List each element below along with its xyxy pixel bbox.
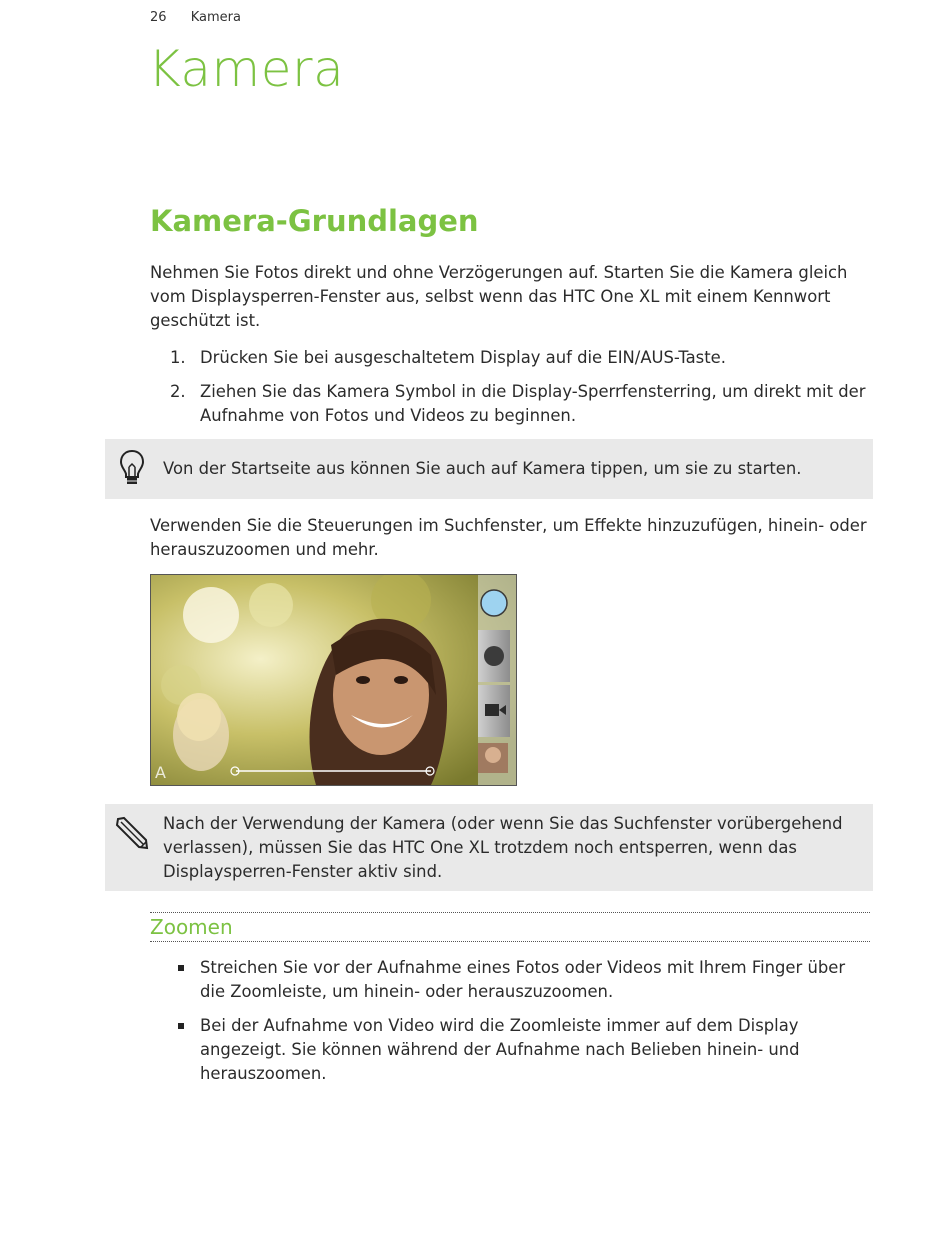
step-text: Drücken Sie bei ausgeschaltetem Display auf die EIN/AUS-Taste. xyxy=(200,348,726,367)
page-number: 26 xyxy=(150,10,167,25)
camera-screenshot-illustration xyxy=(151,575,516,785)
bullet-item xyxy=(150,956,872,1004)
section-title: Kamera-Grundlagen xyxy=(150,204,479,238)
bullet-text: Streichen Sie vor der Aufnahme eines Fotos oder Videos mit Ihrem Finger über die Zoomleiste, um hinein- oder herauszuzoomen. xyxy=(200,958,846,1001)
subsection-heading xyxy=(150,912,870,942)
bullet-marker xyxy=(178,1023,184,1029)
intro-paragraph: Nehmen Sie Fotos direkt und ohne Verzögerungen auf. Starten Sie die Kamera gleich vom Displaysperren-Fenster aus, selbst wenn das HTC One XL mit einem Kennwort geschützt ist. xyxy=(150,263,848,330)
running-chapter: Kamera xyxy=(190,10,241,25)
step-number: 2. xyxy=(170,382,186,401)
tip-text: Von der Startseite aus können Sie auch auf Kamera tippen, um sie zu starten. xyxy=(163,459,802,478)
note-text: Nach der Verwendung der Kamera (oder wenn Sie das Suchfenster vorübergehend verlassen), müssen Sie das HTC One XL trotzdem noch entsperren, wenn das Displaysperren-Fenster aktiv sind. xyxy=(163,814,843,881)
pencil-icon xyxy=(115,816,149,850)
chapter-title: Kamera xyxy=(148,40,345,98)
page-header xyxy=(150,10,241,25)
bullet-text: Bei der Aufnahme von Video wird die Zoomleiste immer auf dem Display angezeigt. Sie können während der Aufnahme nach Belieben hinein- und herauszoomen. xyxy=(200,1016,800,1083)
subsection-title: Zoomen xyxy=(150,915,233,939)
steps-list xyxy=(150,346,872,438)
step-text: Ziehen Sie das Kamera Symbol in die Display-Sperrfensterring, um direkt mit der Aufnahme von Fotos und Videos zu beginnen. xyxy=(200,382,866,425)
bullet-list xyxy=(150,956,872,1096)
step-number: 1. xyxy=(170,348,186,367)
step-item xyxy=(150,346,872,370)
bullet-item xyxy=(150,1014,872,1086)
step-item xyxy=(150,380,872,428)
camera-viewfinder-image xyxy=(150,574,517,786)
bullet-marker xyxy=(178,965,184,971)
controls-paragraph: Verwenden Sie die Steuerungen im Suchfenster, um Effekte hinzuzufügen, hinein- oder herauszuzoomen und mehr. xyxy=(150,516,867,559)
svg-text:A: A xyxy=(155,763,166,782)
shutter-button-illustration xyxy=(481,590,507,616)
lightbulb-icon xyxy=(119,449,145,487)
tip-box xyxy=(105,439,873,499)
note-box xyxy=(105,804,873,891)
